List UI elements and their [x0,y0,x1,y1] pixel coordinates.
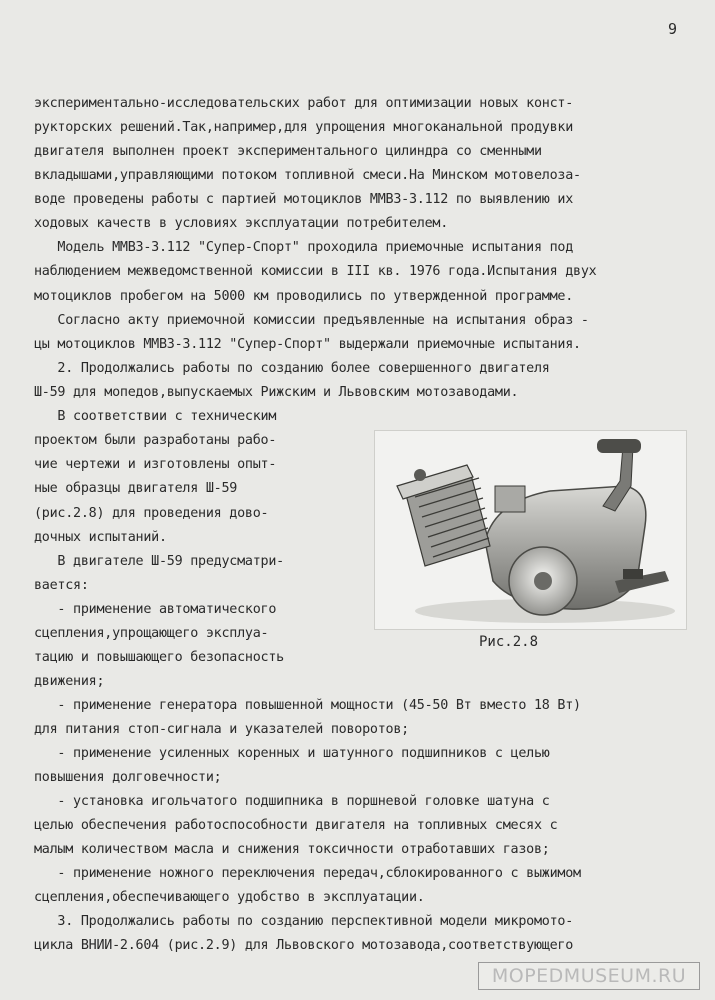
text-line: целью обеспечения работоспособности двигателя на топливных смесях с [34,818,558,833]
text-line: тацию и повышающего безопасность [34,650,284,665]
text-line: ные образцы двигателя Ш-59 [34,481,238,496]
figure-caption: Рис.2.8 [479,634,539,650]
engine-illustration [375,431,686,629]
text-line: Ш-59 для мопедов,выпускаемых Рижским и Львовским мотозаводами. [34,385,519,400]
engine-photo [374,430,687,630]
text-line: проектом были разработаны рабо- [34,433,277,448]
text-line: - применение ножного переключения передач,сблокированного с выжимом [34,866,581,881]
text-line: 2. Продолжались работы по созданию более совершенного двигателя [34,361,550,376]
text-line: для питания стоп-сигнала и указателей поворотов; [34,722,409,737]
text-line: В двигателе Ш-59 предусматри- [34,554,284,569]
text-line: - применение усиленных коренных и шатунного подшипников с целью [34,746,550,761]
text-line: сцепления,упрощающего эксплуа- [34,626,269,641]
text-line: вкладышами,управляющими потоком топливной смеси.На Минском мотовелоза- [34,168,581,183]
text-line: ходовых качеств в условиях эксплуатации потребителем. [34,216,449,231]
text-line: - применение автоматического [34,602,277,617]
text-line: малым количеством масла и снижения токсичности отработавших газов; [34,842,550,857]
text-line: цикла ВНИИ-2.604 (рис.2.9) для Львовского мотозавода,соответствующего [34,938,574,953]
watermark: MOPEDMUSEUM.RU [478,962,700,990]
text-line: (рис.2.8) для проведения дово- [34,506,269,521]
text-line: Модель ММВЗ-3.112 "Супер-Спорт" проходила приемочные испытания под [34,240,574,255]
text-line: воде проведены работы с партией мотоциклов ММВЗ-3.112 по выявлению их [34,192,574,207]
text-line: Согласно акту приемочной комиссии предъявленные на испытания образ - [34,313,589,328]
text-line: цы мотоциклов ММВЗ-3.112 "Супер-Спорт" выдержали приемочные испытания. [34,337,581,352]
text-line: экспериментально-исследовательских работ для оптимизации новых конст- [34,96,574,111]
text-line: мотоциклов пробегом на 5000 км проводились по утвержденной программе. [34,289,574,304]
text-line: сцепления,обеспечивающего удобство в эксплуатации. [34,890,425,905]
text-line: 3. Продолжались работы по созданию перспективной модели микромото- [34,914,574,929]
text-line: дочных испытаний. [34,530,167,545]
text-line: рукторских решений.Так,например,для упрощения многоканальной продувки [34,120,574,135]
text-line: чие чертежи и изготовлены опыт- [34,457,277,472]
text-line: двигателя выполнен проект экспериментального цилиндра со сменными [34,144,542,159]
text-line: наблюдением межведомственной комиссии в III кв. 1976 года.Испытания двух [34,264,597,279]
text-line: В соответствии с техническим [34,409,277,424]
text-line: - применение генератора повышенной мощности (45-50 Вт вместо 18 Вт) [34,698,581,713]
text-line: вается: [34,578,89,593]
text-line: повышения долговечности; [34,770,222,785]
page-number: 9 [668,20,678,38]
text-line: движения; [34,674,105,689]
text-line: - установка игольчатого подшипника в поршневой головке шатуна с [34,794,550,809]
